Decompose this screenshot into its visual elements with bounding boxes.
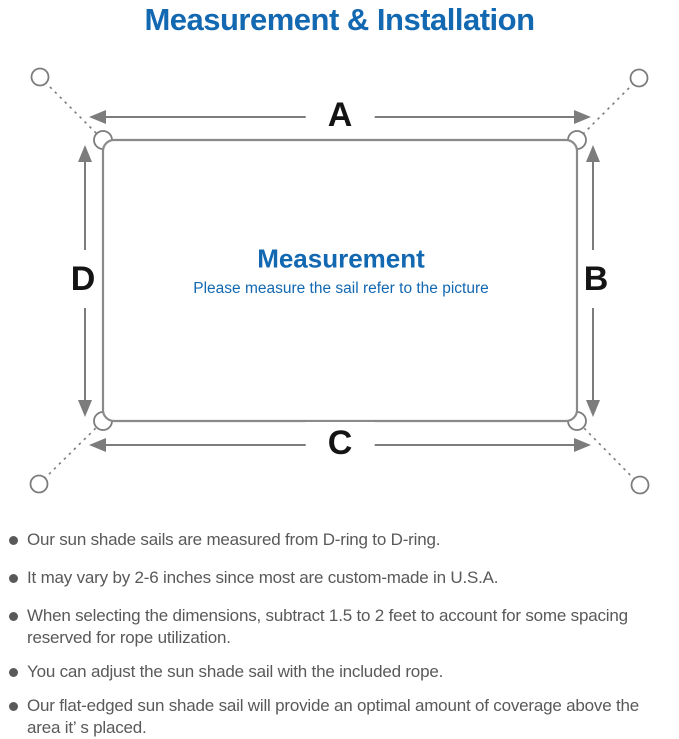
rope-dashed-line-top-right (577, 78, 639, 140)
bullet-icon (9, 574, 18, 583)
note-text: When selecting the dimensions, subtract 1.5 to 2 feet to account for some spacing reserved for rope utilization. (27, 606, 628, 647)
notes-list (9, 529, 675, 739)
list-item (9, 605, 675, 649)
rope-dashed-line-bottom-right (577, 421, 640, 485)
arrow-a-left-head (89, 110, 106, 124)
rope-dashed-line-bottom-left (39, 421, 103, 484)
list-item (9, 695, 675, 739)
arrow-d-top-head (78, 145, 92, 162)
anchor-point-top-left (32, 69, 49, 86)
bullet-icon (9, 702, 18, 711)
arrow-c-right-head (574, 438, 591, 452)
note-text: It may vary by 2-6 inches since most are custom-made in U.S.A. (27, 568, 499, 587)
page-title: Measurement & Installation (144, 2, 535, 37)
arrow-a-right-head (574, 110, 591, 124)
dimension-label-a: A (306, 94, 375, 136)
list-item (9, 529, 675, 551)
rope-dashed-line-top-left (40, 77, 103, 140)
dimension-label-c: C (306, 422, 375, 464)
dimension-label-d: D (68, 250, 99, 308)
note-text: Our sun shade sails are measured from D-ring to D-ring. (27, 530, 441, 549)
diagram-center-subtitle: Please measure the sail refer to the picture (193, 280, 489, 297)
bullet-icon (9, 612, 18, 621)
arrow-b-top-head (586, 145, 600, 162)
arrow-c-left-head (89, 438, 106, 452)
diagram-center-title: Measurement (257, 243, 425, 274)
anchor-point-bottom-left (31, 476, 48, 493)
anchor-point-bottom-right (632, 477, 649, 494)
anchor-point-top-right (631, 70, 648, 87)
dimension-label-b: B (581, 250, 612, 308)
bullet-icon (9, 536, 18, 545)
note-text: Our flat-edged sun shade sail will provide an optimal amount of coverage above the area it’ s placed. (27, 696, 640, 737)
arrow-b-bottom-head (586, 400, 600, 417)
note-text: You can adjust the sun shade sail with the included rope. (27, 662, 444, 681)
list-item (9, 661, 675, 683)
arrow-d-bottom-head (78, 400, 92, 417)
bullet-icon (9, 668, 18, 677)
list-item (9, 567, 675, 589)
